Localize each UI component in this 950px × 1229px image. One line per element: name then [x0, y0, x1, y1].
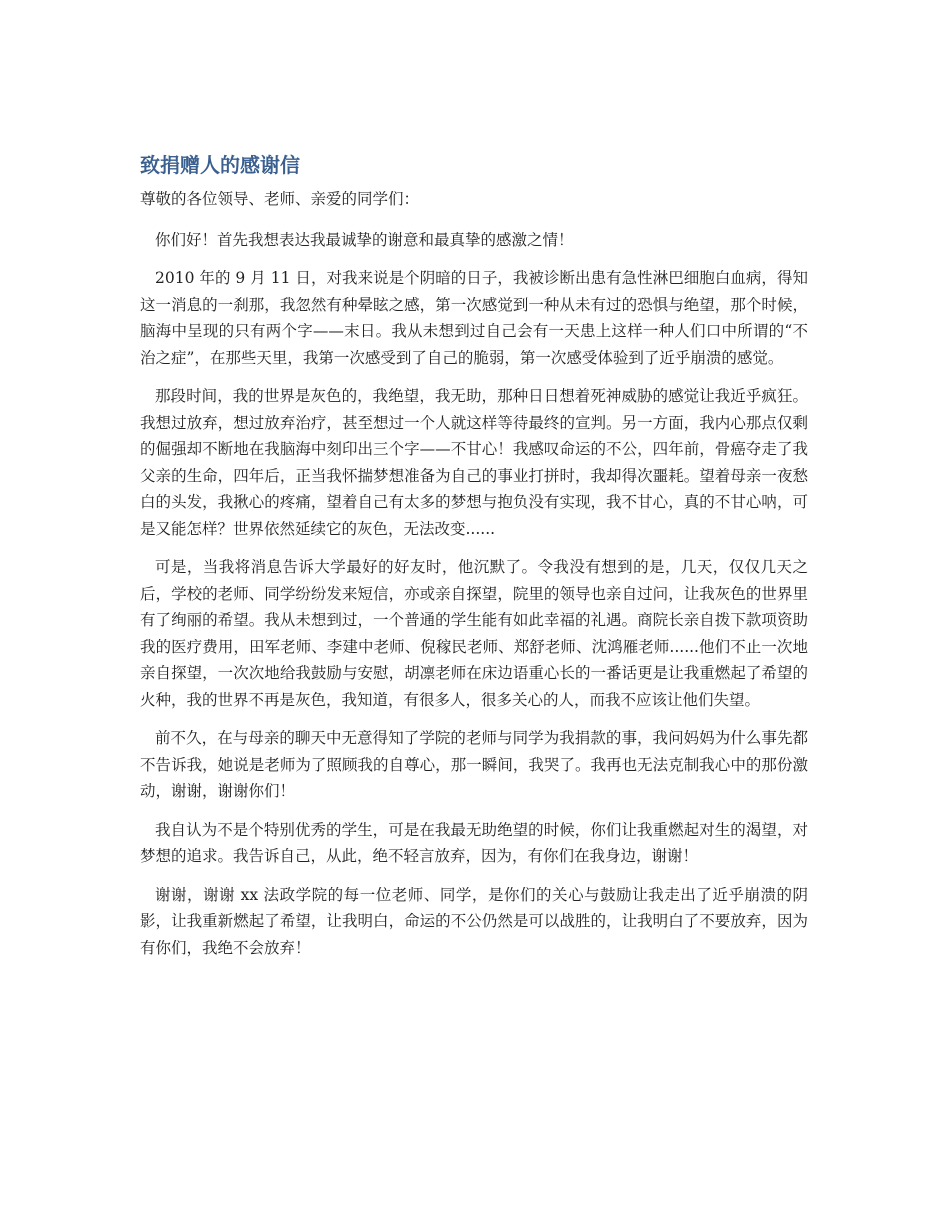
salutation: 尊敬的各位领导、老师、亲爱的同学们： [140, 190, 420, 208]
letter-title: 致捐赠人的感谢信 [140, 153, 300, 177]
paragraph-gratitude: 我自认为不是个特别优秀的学生，可是在我最无助绝望的时候，你们让我重燃起对生的渴望，对梦想的追求。我告诉自己，从此，绝不轻言放弃，因为，有你们在我身边，谢谢！ [140, 820, 808, 865]
paragraph-closing: 谢谢，谢谢 xx 法政学院的每一位老师、同学，是你们的关心与鼓励让我走出了近乎崩溃的阴影，让我重新燃起了希望，让我明白，命运的不公仍然是可以战胜的，让我明白了不要放弃，因为有你们，我绝不会放弃！ [140, 885, 808, 957]
paragraph-donation: 前不久，在与母亲的聊天中无意得知了学院的老师与同学为我捐款的事，我问妈妈为什么事先都不告诉我，她说是老师为了照顾我的自尊心，那一瞬间，我哭了。我再也无法克制我心中的那份激动，谢谢，谢谢你们！ [140, 729, 808, 800]
paragraph-greeting: 你们好！首先我想表达我最诚挚的谢意和最真挚的感激之情！ [155, 230, 574, 249]
letter-body [140, 150, 808, 973]
paragraph-diagnosis: 2010 年的 9 月 11 日，对我来说是个阴暗的日子，我被诊断出患有急性淋巴细胞白血病，得知这一消息的一刹那，我忽然有种晕眩之感，第一次感觉到一种从未有过的恐惧与绝望，那个时候，脑海中呈现的只有两个字——末日。我从未想到过自己会有一天患上这样一种人们口中所谓的“不治之症”，在那些天里，我第一次感受到了自己的脆弱，第一次感受体验到了近乎崩溃的感觉。 [140, 269, 808, 367]
paragraph-despair: 那段时间，我的世界是灰色的，我绝望，我无助，那种日日想着死神威胁的感觉让我近乎疯狂。我想过放弃，想过放弃治疗，甚至想过一个人就这样等待最终的宣判。另一方面，我内心那点仅剩的倔强却不断地在我脑海中刻印出三个字——不甘心！我感叹命运的不公，四年前，骨癌夺走了我父亲的生命，四年后，正当我怀揣梦想准备为自己的事业打拼时，我却得次噩耗。望着母亲一夜愁白的头发，我揪心的疼痛，望着自己有太多的梦想与抱负没有实现，我不甘心，真的不甘心呐，可是又能怎样？世界依然延续它的灰色，无法改变...... [140, 387, 808, 538]
paragraph-support: 可是，当我将消息告诉大学最好的好友时，他沉默了。令我没有想到的是，几天，仅仅几天之后，学校的老师、同学纷纷发来短信，亦或亲自探望，院里的领导也亲自过问，让我灰色的世界里有了绚丽的希望。我从未想到过，一个普通的学生能有如此幸福的礼遇。商院长亲自拨下款项资助我的医疗费用，田军老师、李建中老师、倪稼民老师、郑舒老师、沈鸿雁老师......他们不止一次地亲自探望，一次次地给我鼓励与安慰，胡凛老师在床边语重心长的一番话更是让我重燃起了希望的火种，我的世界不再是灰色，我知道，有很多人，很多关心的人，而我不应该让他们失望。 [140, 558, 808, 709]
